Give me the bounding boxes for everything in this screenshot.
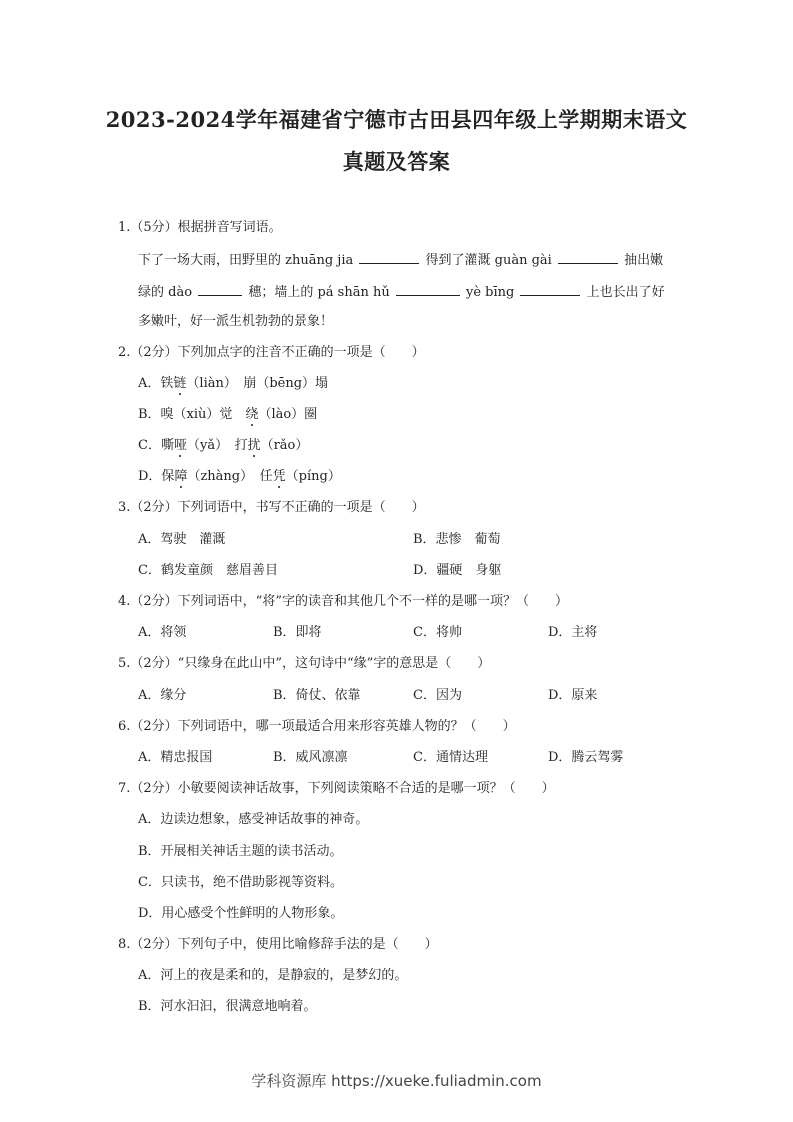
q1-text: 绿的 dào	[138, 285, 193, 300]
question-5-option-a: A．缘分	[138, 688, 187, 703]
question-3-option-a: A．驾驶 灌溉	[138, 532, 226, 547]
question-4-option-a: A．将领	[138, 625, 187, 640]
q1-text: 上也长出了好	[586, 285, 665, 300]
dotted-char: 凭	[272, 469, 286, 484]
dotted-char: 链	[173, 376, 187, 391]
footer-source: 学科资源库 https://xueke.fuliadmin.com	[251, 1072, 542, 1090]
page-title-line-1: 2023-2024学年福建省宁德市古田县四年级上学期期末语文	[105, 107, 688, 132]
question-2-option-c	[138, 436, 308, 456]
question-1-line-1	[138, 249, 663, 271]
option-text: （lào）圈	[258, 407, 318, 422]
question-2-option-b	[138, 405, 317, 425]
option-text: D．保	[138, 469, 175, 484]
dotted-char: 哑	[173, 438, 187, 453]
question-2-option-d	[138, 467, 341, 487]
question-7-option-c: C．只读书，绝不借助影视等资料。	[138, 875, 343, 890]
question-2-option-a	[138, 374, 328, 394]
answer-blank[interactable]	[198, 281, 242, 296]
option-text: （zhàng） 任	[187, 469, 273, 484]
q1-text: 抽出嫩	[624, 253, 664, 268]
option-text: A．铁	[138, 376, 174, 391]
question-7-option-b: B．开展相关神话主题的读书活动。	[138, 844, 343, 859]
q1-text: 下了一场大雨，田野里的 zhuāng jia	[138, 253, 354, 268]
question-6-stem: 6.（2分）下列词语中，哪一项最适合用来形容英雄人物的？（ ）	[118, 719, 516, 734]
page-title-line-2: 真题及答案	[342, 149, 451, 174]
question-6-option-b: B．威风凛凛	[273, 750, 348, 765]
option-text: （rǎo）	[260, 438, 309, 453]
q1-text: yè bīng	[466, 285, 515, 300]
question-5-option-d: D．原来	[548, 688, 598, 703]
question-3-option-b: B．悲惨 葡萄	[413, 532, 501, 547]
question-3-option-d: D．疆硬 身躯	[413, 563, 502, 578]
answer-blank[interactable]	[359, 249, 419, 264]
question-8-stem: 8.（2分）下列句子中，使用比喻修辞手法的是（ ）	[118, 937, 438, 952]
question-2-stem: 2.（2分）下列加点字的注音不正确的一项是（ ）	[118, 345, 425, 360]
question-6-option-c: C．通情达理	[413, 750, 488, 765]
answer-blank[interactable]	[396, 281, 460, 296]
option-text: C．嘶	[138, 438, 174, 453]
question-1-line-2	[138, 281, 665, 303]
question-7-stem: 7.（2分）小敏要阅读神话故事，下列阅读策略不合适的是哪一项？（ ）	[118, 781, 555, 796]
question-8-option-b: B．河水汩汩，很满意地响着。	[138, 999, 317, 1014]
option-text: （píng）	[285, 469, 341, 484]
question-3-option-c: C．鹤发童颜 慈眉善目	[138, 563, 278, 578]
dotted-char: 障	[174, 469, 188, 484]
option-text: B．嗅（xiù）觉	[138, 407, 246, 422]
option-text: （yǎ） 打	[186, 438, 248, 453]
question-4-option-d: D．主将	[548, 625, 598, 640]
question-4-option-c: C．将帅	[413, 625, 462, 640]
question-6-option-d: D．腾云驾雾	[548, 750, 624, 765]
dotted-char: 扰	[247, 438, 261, 453]
q1-text: 穗；墙上的 pá shān hǔ	[248, 285, 390, 300]
answer-blank[interactable]	[520, 281, 580, 296]
option-text: （liàn） 崩（bēng）塌	[186, 376, 329, 391]
dotted-char: 绕	[245, 407, 259, 422]
q1-text: 得到了灌溉 guàn gài	[425, 253, 552, 268]
answer-blank[interactable]	[558, 249, 618, 264]
question-7-option-d: D．用心感受个性鲜明的人物形象。	[138, 906, 344, 921]
question-1-line-3: 多嫩叶，好一派生机勃勃的景象！	[138, 314, 334, 329]
question-5-option-b: B．倚仗、依靠	[273, 688, 361, 703]
question-7-option-a: A．边读边想象，感受神话故事的神奇。	[138, 812, 369, 827]
question-4-option-b: B．即将	[273, 625, 322, 640]
question-8-option-a: A．河上的夜是柔和的，是静寂的，是梦幻的。	[138, 968, 408, 983]
question-1-stem: 1.（5分）根据拼音写词语。	[118, 220, 282, 235]
question-5-option-c: C．因为	[413, 688, 462, 703]
question-6-option-a: A．精忠报国	[138, 750, 213, 765]
question-4-stem: 4.（2分）下列词语中，“将”字的读音和其他几个不一样的是哪一项？（ ）	[118, 594, 568, 609]
question-3-stem: 3.（2分）下列词语中，书写不正确的一项是（ ）	[118, 500, 425, 515]
question-5-stem: 5.（2分）“只缘身在此山中”，这句诗中“缘”字的意思是（ ）	[118, 656, 491, 671]
